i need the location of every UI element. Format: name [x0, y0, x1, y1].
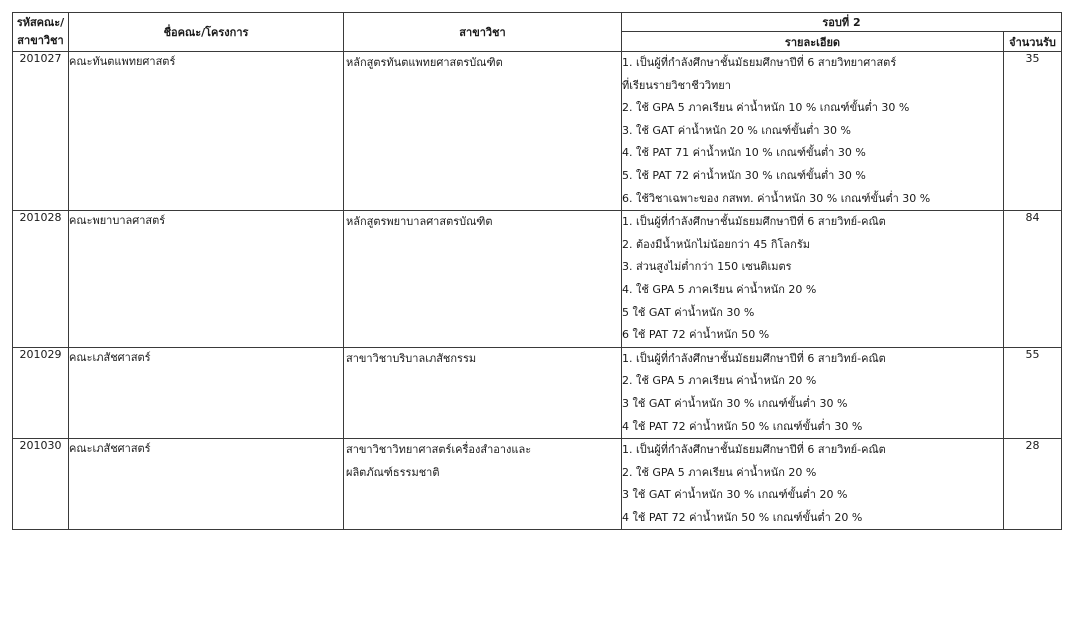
criteria-line: 2. ใช้ GPA 5 ภาคเรียน ค่าน้ำหนัก 10 % เกณฑ์ขั้นต่ำ 30 %	[622, 101, 910, 115]
criteria-line: ที่เรียนรายวิชาชีววิทยา	[622, 78, 731, 92]
row-criteria	[622, 211, 1004, 348]
admission-table	[12, 12, 1062, 530]
criteria-line: 3. ใช้ GAT ค่าน้ำหนัก 20 % เกณฑ์ขั้นต่ำ 30 %	[622, 123, 851, 137]
criteria-line: 3 ใช้ GAT ค่าน้ำหนัก 30 % เกณฑ์ขั้นต่ำ 30 %	[622, 396, 848, 410]
row-faculty: คณะพยาบาลศาสตร์	[69, 211, 344, 348]
row-code: 201029	[13, 347, 69, 438]
table-row	[13, 439, 1062, 530]
criteria-line: 6. ใช้วิชาเฉพาะของ กสพท. ค่าน้ำหนัก 30 % เกณฑ์ขั้นต่ำ 30 %	[622, 191, 931, 205]
header-code-line2: สาขาวิชา	[17, 34, 64, 47]
row-program	[344, 347, 622, 438]
row-faculty: คณะเภสัชศาสตร์	[69, 347, 344, 438]
criteria-line: 2. ใช้ GPA 5 ภาคเรียน ค่าน้ำหนัก 20 %	[622, 465, 817, 479]
header-details: รายละเอียด	[622, 32, 1004, 52]
criteria-line: 4. ใช้ GPA 5 ภาคเรียน ค่าน้ำหนัก 20 %	[622, 282, 817, 296]
header-code-line1: รหัสคณะ/	[16, 16, 65, 29]
criteria-line: 3 ใช้ GAT ค่าน้ำหนัก 30 % เกณฑ์ขั้นต่ำ 20 %	[622, 488, 848, 502]
criteria-line: 2. ใช้ GPA 5 ภาคเรียน ค่าน้ำหนัก 20 %	[622, 374, 817, 388]
table-body	[13, 52, 1062, 530]
row-program	[344, 52, 622, 211]
row-count: 35	[1004, 52, 1062, 211]
header-major: สาขาวิชา	[344, 13, 622, 52]
criteria-line: 2. ต้องมีน้ำหนักไม่น้อยกว่า 45 กิโลกรัม	[622, 237, 810, 251]
criteria-line: 3. ส่วนสูงไม่ต่ำกว่า 150 เซนติเมตร	[622, 260, 792, 274]
criteria-line: 1. เป็นผู้ที่กำลังศึกษาชั้นมัธยมศึกษาปีที่ 6 สายวิทย์-คณิต	[622, 351, 886, 365]
row-program	[344, 211, 622, 348]
criteria-line: 4 ใช้ PAT 72 ค่าน้ำหนัก 50 % เกณฑ์ขั้นต่ำ 30 %	[622, 419, 863, 433]
criteria-line: 4. ใช้ PAT 71 ค่าน้ำหนัก 10 % เกณฑ์ขั้นต่ำ 30 %	[622, 146, 866, 160]
criteria-line: 6 ใช้ PAT 72 ค่าน้ำหนัก 50 %	[622, 328, 770, 342]
criteria-line: 1. เป็นผู้ที่กำลังศึกษาชั้นมัธยมศึกษาปีที่ 6 สายวิทยาศาสตร์	[622, 56, 897, 69]
row-count: 55	[1004, 347, 1062, 438]
row-criteria	[622, 52, 1004, 211]
program-line: สาขาวิชาวิทยาศาสตร์เครื่องสำอางและ	[346, 443, 532, 457]
header-count: จำนวนรับ	[1004, 32, 1062, 52]
row-code: 201030	[13, 439, 69, 530]
header-faculty: ชื่อคณะ/โครงการ	[69, 13, 344, 52]
criteria-line: 1. เป็นผู้ที่กำลังศึกษาชั้นมัธยมศึกษาปีที่ 6 สายวิทย์-คณิต	[622, 443, 886, 457]
program-line: หลักสูตรทันตแพทยศาสตรบัณฑิต	[346, 56, 503, 69]
row-faculty: คณะเภสัชศาสตร์	[69, 439, 344, 530]
table-row	[13, 347, 1062, 438]
table-row	[13, 52, 1062, 211]
program-line: หลักสูตรพยาบาลศาสตรบัณฑิต	[346, 215, 493, 229]
row-code: 201028	[13, 211, 69, 348]
header-round: รอบที่ 2	[622, 13, 1062, 32]
row-criteria	[622, 347, 1004, 438]
criteria-line: 5. ใช้ PAT 72 ค่าน้ำหนัก 30 % เกณฑ์ขั้นต่ำ 30 %	[622, 168, 866, 182]
criteria-line: 1. เป็นผู้ที่กำลังศึกษาชั้นมัธยมศึกษาปีที่ 6 สายวิทย์-คณิต	[622, 215, 886, 229]
row-criteria	[622, 439, 1004, 530]
header-code	[13, 13, 69, 52]
table-row	[13, 211, 1062, 348]
row-program	[344, 439, 622, 530]
program-line: สาขาวิชาบริบาลเภสัชกรรม	[346, 351, 477, 365]
criteria-line: 5 ใช้ GAT ค่าน้ำหนัก 30 %	[622, 305, 755, 319]
row-count: 84	[1004, 211, 1062, 348]
row-count: 28	[1004, 439, 1062, 530]
header-row-top	[13, 13, 1062, 32]
program-line: ผลิตภัณฑ์ธรรมชาติ	[346, 465, 440, 479]
row-faculty: คณะทันตแพทยศาสตร์	[69, 52, 344, 211]
criteria-line: 4 ใช้ PAT 72 ค่าน้ำหนัก 50 % เกณฑ์ขั้นต่ำ 20 %	[622, 510, 863, 524]
row-code: 201027	[13, 52, 69, 211]
